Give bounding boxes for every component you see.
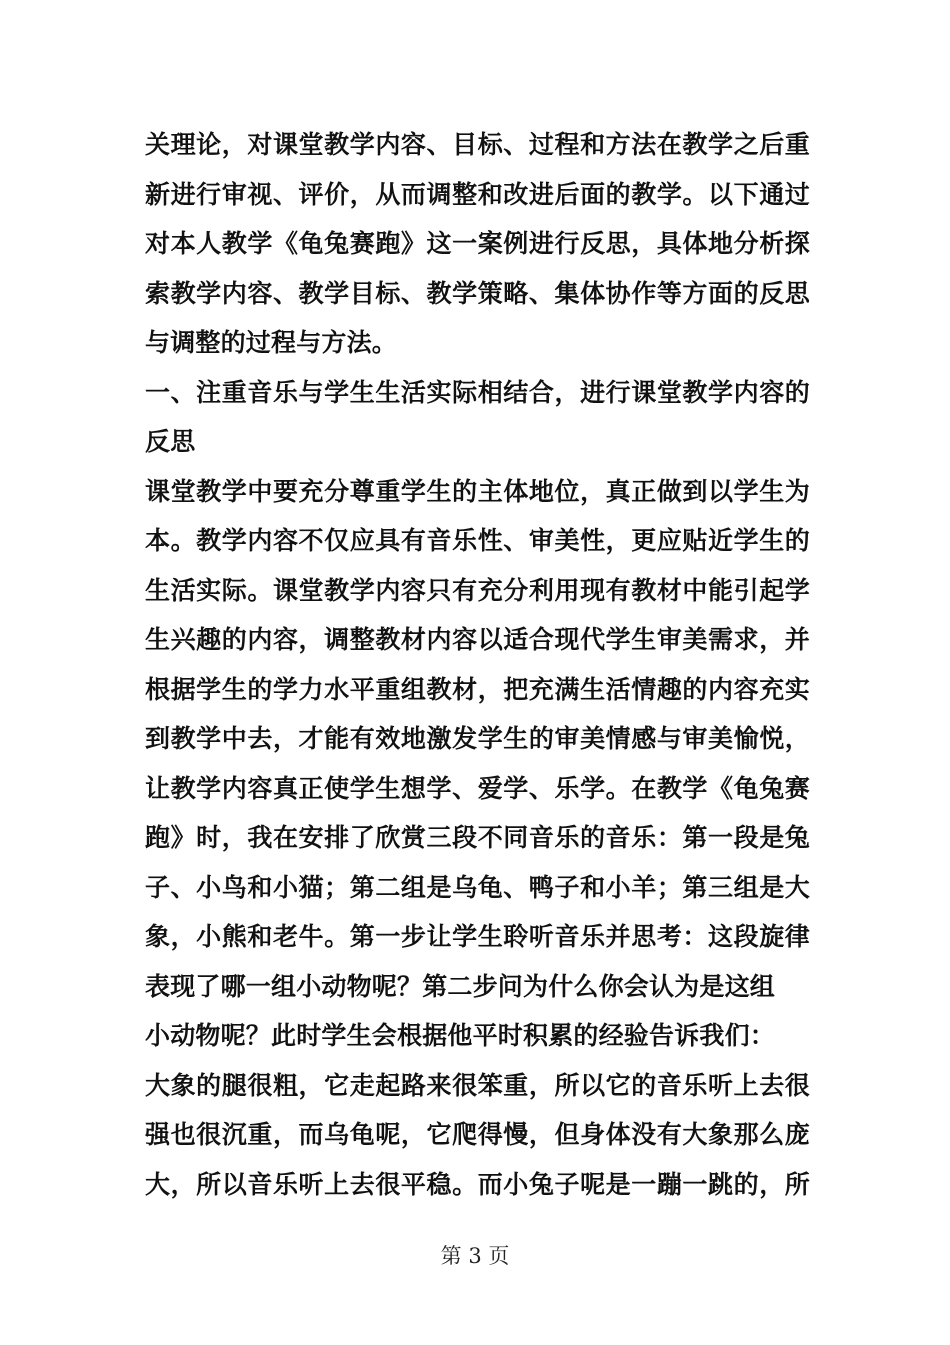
text-line: 关理论，对课堂教学内容、目标、过程和方法在教学之后重 xyxy=(145,130,810,159)
text-line: 小动物呢？此时学生会根据他平时积累的经验告诉我们： xyxy=(145,1021,776,1050)
section-heading-line: 反思 xyxy=(145,427,196,456)
page-number: 第 3 页 xyxy=(440,1244,510,1268)
text-line: 表现了哪一组小动物呢？第二步问为什么你会认为是这组 xyxy=(145,971,776,1001)
text-line: 象，小熊和老牛。第一步让学生聆听音乐并思考：这段旋律 xyxy=(145,922,810,951)
text-line: 对本人教学《龟兔赛跑》这一案例进行反思，具体地分析探 xyxy=(145,229,810,258)
text-line: 让教学内容真正使学生想学、爱学、乐学。在教学《龟兔赛 xyxy=(145,773,810,803)
text-line: 大象的腿很粗，它走起路来很笨重，所以它的音乐听上去很 xyxy=(145,1070,810,1100)
text-line: 强也很沉重，而乌龟呢，它爬得慢，但身体没有大象那么庞 xyxy=(145,1120,810,1149)
text-line: 生活实际。课堂教学内容只有充分利用现有教材中能引起学 xyxy=(145,575,810,605)
text-line: 根据学生的学力水平重组教材，把充满生活情趣的内容充实 xyxy=(145,674,810,704)
text-line: 子、小鸟和小猫；第二组是乌龟、鸭子和小羊；第三组是大 xyxy=(145,872,810,902)
text-line: 跑》时，我在安排了欣赏三段不同音乐的音乐：第一段是兔 xyxy=(145,823,810,852)
text-line: 课堂教学中要充分尊重学生的主体地位，真正做到以学生为 xyxy=(145,476,810,506)
text-line: 新进行审视、评价，从而调整和改进后面的教学。以下通过 xyxy=(145,179,810,209)
section-heading-line: 一、注重音乐与学生生活实际相结合，进行课堂教学内容的 xyxy=(145,377,810,407)
body-text xyxy=(145,120,810,1209)
text-line: 索教学内容、教学目标、教学策略、集体协作等方面的反思 xyxy=(145,278,810,308)
text-line: 生兴趣的内容，调整教材内容以适合现代学生审美需求，并 xyxy=(145,625,810,654)
text-line: 与调整的过程与方法。 xyxy=(145,328,398,357)
text-line: 本。教学内容不仅应具有音乐性、审美性，更应贴近学生的 xyxy=(145,526,810,555)
text-line: 大，所以音乐听上去很平稳。而小兔子呢是一蹦一跳的，所 xyxy=(145,1169,810,1199)
text-line: 到教学中去，才能有效地激发学生的审美情感与审美愉悦， xyxy=(145,724,810,753)
